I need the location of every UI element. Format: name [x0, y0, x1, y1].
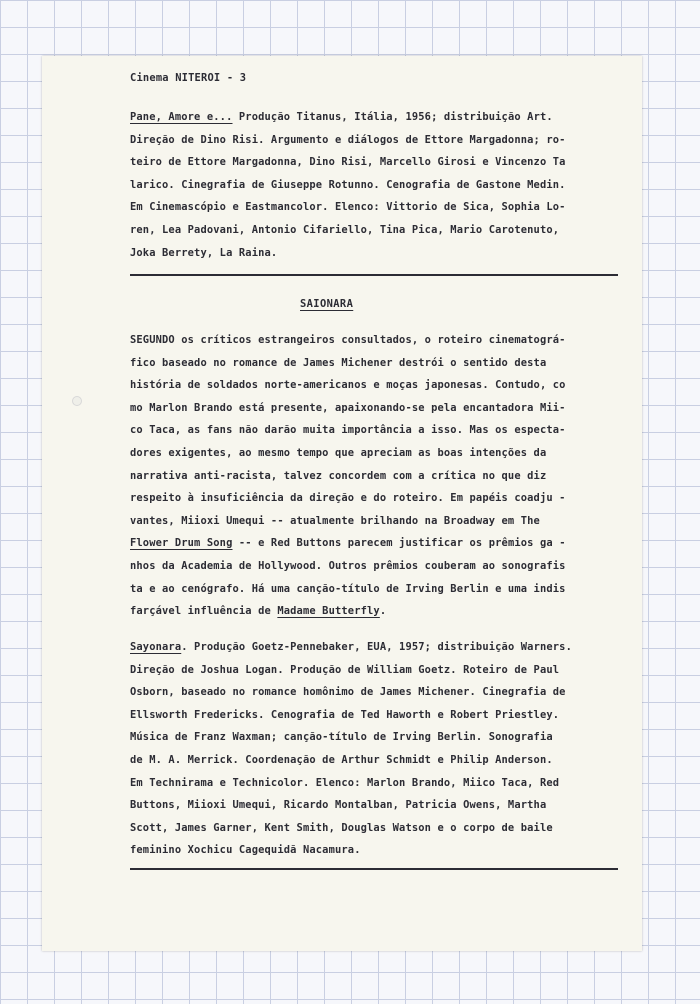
text-line: Em Cinemascópio e Eastmancolor. Elenco: Vittorio de Sica, Sophia Lo- [130, 201, 566, 214]
typed-page [42, 56, 642, 951]
punch-hole [72, 396, 82, 406]
text-line: dores exigentes, ao mesmo tempo que apreciam as boas intenções da [130, 446, 547, 459]
section-title: SAIONARA [300, 298, 354, 310]
text-line: respeito à insuficiência da direção e do roteiro. Em papéis coadju - [130, 492, 566, 505]
text-line: Pane, Amore e... Produção Titanus, Itália, 1956; distribuição Art. [130, 111, 553, 123]
text-line: feminino Xochicu Cagequidã Nacamura. [130, 844, 361, 857]
text-line: larico. Cinegrafia de Giuseppe Rotunno. Cenografia de Gastone Medin. [130, 178, 566, 191]
text-line: nhos da Academia de Hollywood. Outros prêmios couberam ao sonografis [130, 559, 566, 572]
review-credits-pane-amore [130, 106, 622, 264]
text-line: Ellsworth Fredericks. Cenografia de Ted Haworth e Robert Priestley. [130, 708, 560, 721]
film-title-sayonara: Sayonara [130, 641, 182, 653]
text-line: Osborn, baseado no romance homônimo de James Michener. Cinegrafia de [130, 686, 566, 699]
text-line: história de soldados norte-americanos e moças japonesas. Contudo, co [130, 379, 566, 392]
text-line: SEGUNDO os críticos estrangeiros consultados, o roteiro cinematográ- [130, 334, 566, 346]
text-line: ta e ao cenógrafo. Há uma canção-título de Irving Berlin e uma indis [130, 582, 566, 595]
film-title-pane-amore: Pane, Amore e... [130, 111, 233, 123]
text-line: Buttons, Miioxi Umequi, Ricardo Montalban, Patricia Owens, Martha [130, 799, 547, 812]
text-line: Flower Drum Song -- e Red Buttons parecem justificar os prêmios ga - [130, 537, 566, 550]
review-body-saionara [130, 329, 622, 623]
text-line: teiro de Ettore Margadonna, Dino Risi, Marcello Girosi e Vincenzo Ta [130, 156, 566, 169]
credits-sayonara [130, 636, 622, 862]
text-line: farçável influência de Madame Butterfly. [130, 605, 387, 618]
section-divider [130, 868, 618, 870]
text-line: fico baseado no romance de James Michener destrói o sentido desta [130, 356, 547, 369]
text-line: Música de Franz Waxman; canção-título de Irving Berlin. Sonografia [130, 731, 553, 744]
text-line: mo Marlon Brando está presente, apaixonando-se pela encantadora Mii- [130, 401, 566, 414]
text-line: de M. A. Merrick. Coordenação de Arthur Schmidt e Philip Anderson. [130, 753, 553, 766]
text-line: Scott, James Garner, Kent Smith, Douglas Watson e o corpo de baile [130, 821, 553, 834]
text-line: Direção de Dino Risi. Argumento e diálogos de Ettore Margadonna; ro- [130, 133, 566, 146]
text-line: vantes, Miioxi Umequi -- atualmente brilhando na Broadway em The [130, 514, 540, 527]
text-line: Em Technirama e Technicolor. Elenco: Marlon Brando, Miico Taca, Red [130, 776, 560, 789]
section-divider [130, 274, 618, 276]
text-line: Direção de Joshua Logan. Produção de William Goetz. Roteiro de Paul [130, 663, 560, 676]
title-madame-butterfly: Madame Butterfly [277, 605, 380, 618]
title-flower-drum-song: Flower Drum Song [130, 537, 233, 550]
text-line: narrativa anti-racista, talvez concordem com a crítica no que diz [130, 469, 547, 482]
page-header: Cinema NITEROI - 3 [130, 72, 247, 84]
text-line: ren, Lea Padovani, Antonio Cifariello, Tina Pica, Mario Carotenuto, [130, 223, 560, 236]
text-line: Sayonara. Produção Goetz-Pennebaker, EUA, 1957; distribuição Warners. [130, 641, 572, 653]
text-line: Joka Berrety, La Raina. [130, 246, 278, 259]
text-line: co Taca, as fans não darão muita importância a isso. Mas os especta- [130, 424, 566, 437]
